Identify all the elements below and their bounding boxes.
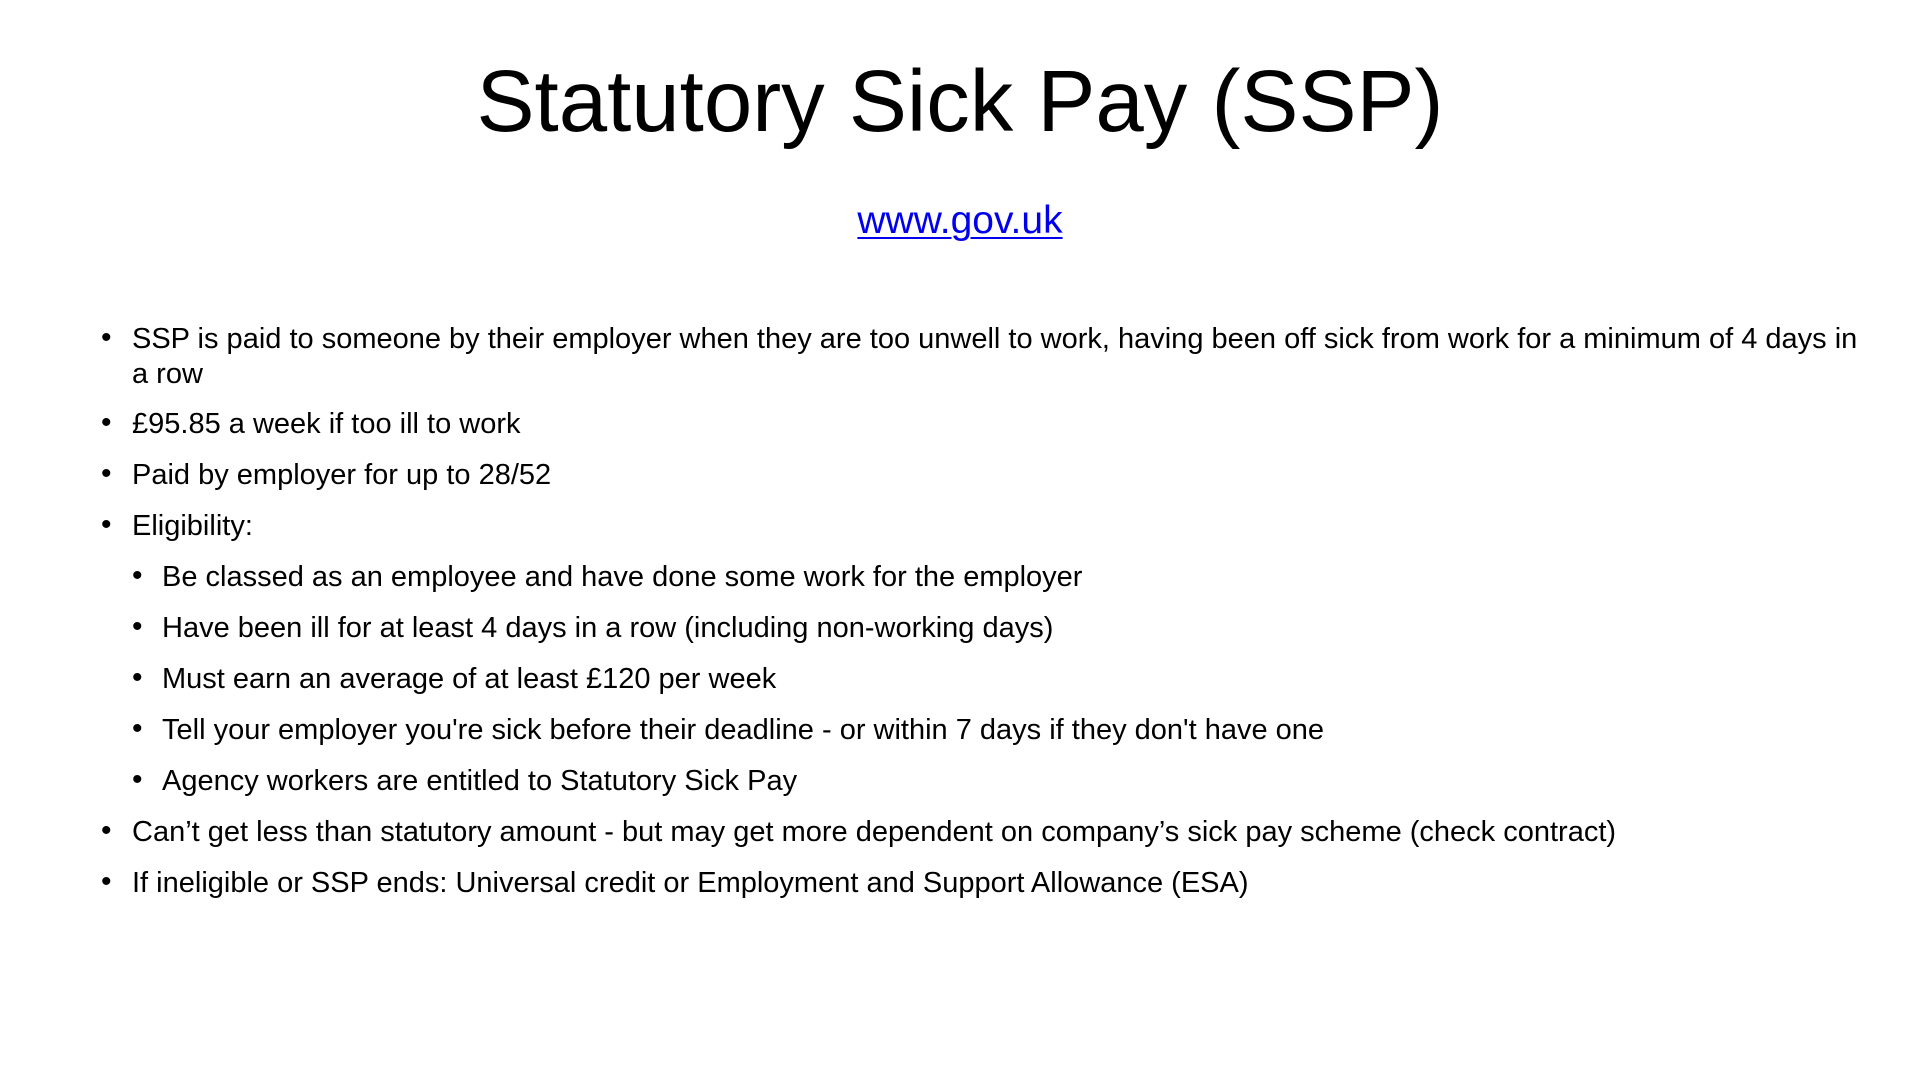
sub-bullet-item <box>132 661 1862 697</box>
sub-bullet-item <box>132 712 1862 748</box>
bullet-dot-icon: • <box>132 712 143 745</box>
bullet-text: Can’t get less than statutory amount - but may get more dependent on company’s sick pay scheme (check contract) <box>132 816 1617 848</box>
bullet-text: Must earn an average of at least £120 per week <box>162 663 777 695</box>
link-container <box>0 197 1920 245</box>
bullet-dot-icon: • <box>132 763 143 796</box>
bullet-text: Paid by employer for up to 28/52 <box>132 459 552 491</box>
bullet-text: Agency workers are entitled to Statutory Sick Pay <box>162 765 798 797</box>
bullet-text: Tell your employer you're sick before their deadline - or within 7 days if they don't have one <box>162 714 1325 746</box>
bullet-item <box>101 865 1862 901</box>
gov-uk-link[interactable]: www.gov.uk <box>857 199 1063 242</box>
bullet-item <box>101 508 1862 544</box>
bullet-dot-icon: • <box>101 865 112 898</box>
bullet-dot-icon: • <box>132 661 143 694</box>
bullet-dot-icon: • <box>101 321 112 354</box>
bullet-text: Eligibility: <box>132 510 253 542</box>
sub-bullet-item <box>132 559 1862 595</box>
sub-bullet-item <box>132 763 1862 799</box>
bullet-item <box>101 457 1862 493</box>
bullet-dot-icon: • <box>101 508 112 541</box>
sub-bullet-item <box>132 610 1862 646</box>
bullet-dot-icon: • <box>101 814 112 847</box>
bullet-text: If ineligible or SSP ends: Universal credit or Employment and Support Allowance (ESA) <box>132 867 1249 899</box>
bullet-text: SSP is paid to someone by their employer when they are too unwell to work, having been off sick from work for a minimum of 4 days in a row <box>132 323 1858 390</box>
bullet-dot-icon: • <box>132 559 143 592</box>
bullet-item <box>101 321 1862 392</box>
bullet-dot-icon: • <box>101 406 112 439</box>
bullet-dot-icon: • <box>132 610 143 643</box>
bullet-text: £95.85 a week if too ill to work <box>132 408 521 440</box>
bullet-text: Have been ill for at least 4 days in a row (including non-working days) <box>162 612 1054 644</box>
bullet-dot-icon: • <box>101 457 112 490</box>
bullet-item <box>101 814 1862 850</box>
bullet-item <box>101 406 1862 442</box>
slide-title: Statutory Sick Pay (SSP) <box>476 53 1444 150</box>
bullet-text: Be classed as an employee and have done some work for the employer <box>162 561 1083 593</box>
